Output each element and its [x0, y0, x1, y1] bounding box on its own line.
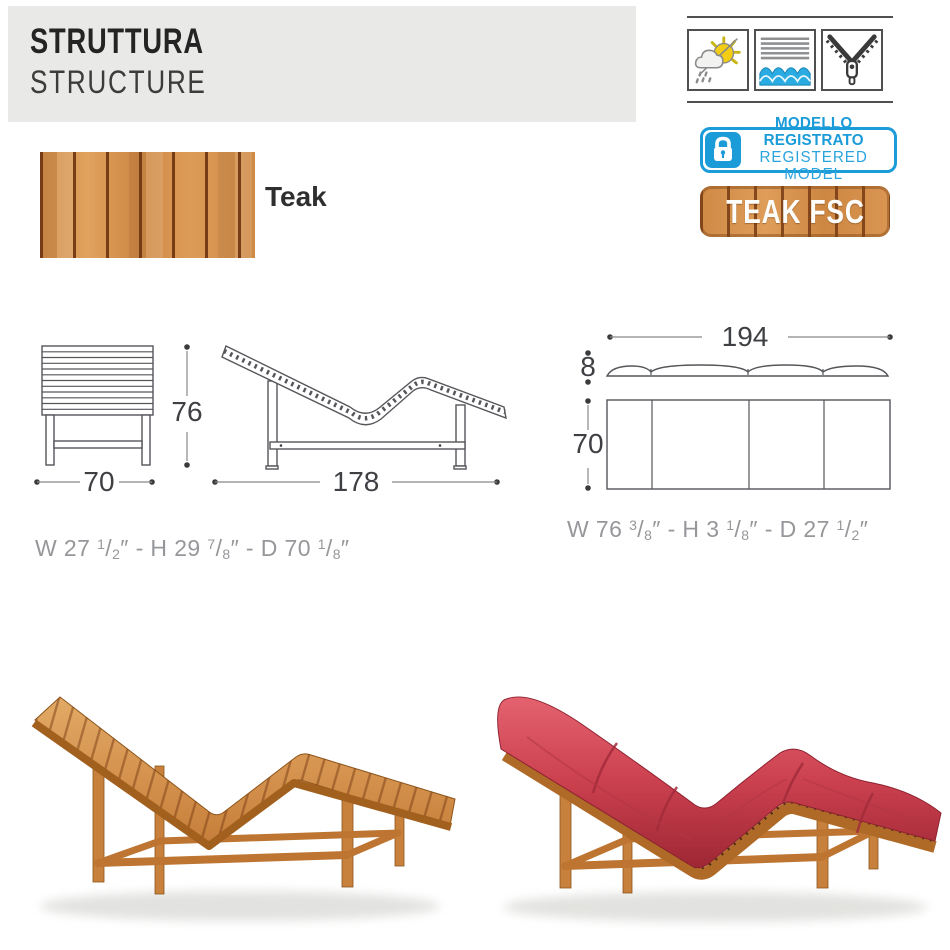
teak-lounger-photo	[5, 650, 460, 945]
shadow	[40, 891, 440, 921]
divider-top	[687, 16, 893, 18]
dim-length-label: 178	[332, 466, 380, 497]
certification-strip	[687, 16, 893, 103]
imperial-dimensions-lounger: W 27 $^1/_2''$ - H 29 $^7/_8''$ - D 70 $^1/_8''$	[35, 535, 350, 562]
cushion-length-label: 194	[721, 321, 769, 352]
padlock-icon	[705, 132, 741, 168]
header-banner	[8, 6, 636, 122]
page-subtitle: STRUCTURE	[30, 64, 207, 100]
teak-fsc-label: TEAK FSC	[725, 192, 865, 230]
page-title: STRUTTURA	[30, 22, 204, 61]
side-view-drawing	[212, 346, 506, 497]
imperial-dimensions-cushion: W 76 $^3/_8''$ - H 3 $^1/_8''$ - D 27 $^1/_2''$	[567, 516, 869, 543]
technical-drawings	[0, 320, 950, 520]
cushion-depth-label: 70	[572, 428, 604, 459]
registered-model-text-en: REGISTERED MODEL	[759, 149, 868, 183]
teak-wood-swatch	[40, 152, 255, 258]
dim-width-label: 70	[83, 466, 115, 497]
red-cushion-lounger-photo	[465, 645, 945, 945]
front-view-drawing	[34, 344, 202, 497]
cushion-drawing	[572, 321, 892, 491]
zipper-icon	[821, 29, 883, 91]
teak-fsc-badge	[700, 186, 890, 237]
registered-model-badge	[700, 115, 897, 183]
material-label: Teak	[265, 181, 327, 212]
cushion-thickness-label: 8	[580, 351, 596, 382]
divider-bottom	[687, 101, 893, 103]
shadow	[503, 892, 927, 922]
registered-model-text-it: MODELLO REGISTRATO	[763, 115, 864, 150]
dim-height-label: 76	[171, 396, 203, 427]
weather-resistant-icon	[687, 29, 749, 91]
water-drainage-icon	[754, 29, 816, 91]
